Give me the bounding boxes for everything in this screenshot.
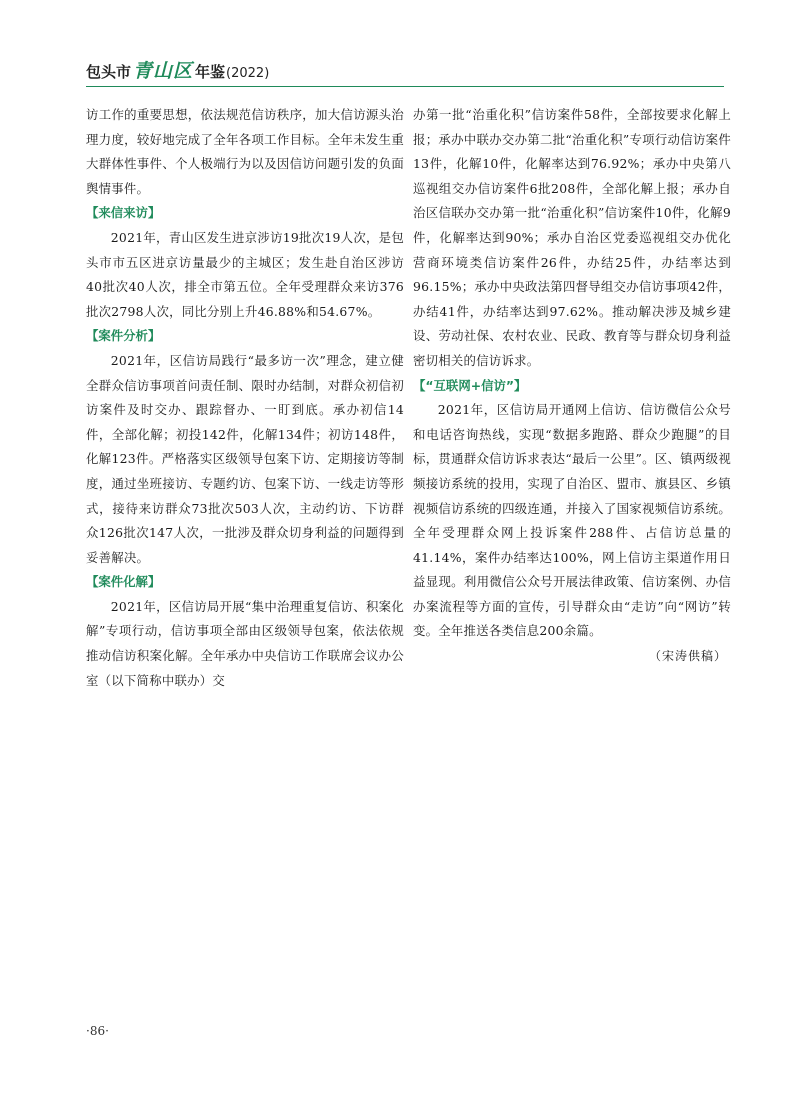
section-heading-letters-visits: 【来信来访】 bbox=[86, 205, 161, 221]
author-credit: （宋涛供稿） bbox=[648, 649, 727, 664]
left-paragraph-3: 2021年，区信访局践行“最多访一次”理念，建立健全群众信访事项首问责任制、限时办结制，对群众初信初访案件及时交办、跟踪督办、一盯到底。承办初信14件，全部化解；初投142件，化解134件；初访148件，化解123件。严格落实区级领导包案下访、定期接访等制度，通过坐班接访、专题约访、包案下访、一线走访等形式，接待来访群众73批次503人次，主动约访、下访群众126批次147人次，一批涉及群众切身利益的问题得到妥善解决。 bbox=[86, 352, 404, 565]
header-city: 包头市 bbox=[86, 63, 132, 81]
left-paragraph-1: 访工作的重要思想，依法规范信访秩序，加大信访源头治理力度，较好地完成了全年各项工作目标。全年未发生重大群体性事件、个人极端行为以及因信访问题引发的负面舆情事件。 bbox=[86, 107, 404, 196]
section-heading-text: 案件分析 bbox=[98, 328, 148, 344]
section-heading-case-analysis: 【案件分析】 bbox=[86, 328, 161, 344]
section-heading-internet-petition: 【“互联网+信访”】 bbox=[413, 377, 527, 393]
section-heading-text: “互联网+信访” bbox=[425, 377, 515, 393]
page-number: ·86· bbox=[86, 1024, 109, 1038]
header-brand-logo: 青山区 bbox=[133, 60, 194, 82]
left-paragraph-4: 2021年，区信访局开展“集中治理重复信访、积案化解”专项行动，信访事项全部由区级领导包案，依法依规推动信访积案化解。全年承办中央信访工作联席会议办公室（以下简称中联办）交 bbox=[86, 598, 404, 688]
section-heading-text: 案件化解 bbox=[98, 574, 148, 590]
left-column bbox=[86, 103, 404, 693]
left-paragraph-2: 2021年，青山区发生进京涉访19批次19人次，是包头市市五区进京访量最少的主城区；发生赴自治区涉访40批次40人次，排全市第五位。全年受理群众来访376批次2798人次，同比分别上升46.88%和54.67%。 bbox=[86, 229, 404, 319]
running-header bbox=[86, 56, 269, 82]
header-rule bbox=[86, 86, 724, 87]
section-heading-text: 来信来访 bbox=[98, 205, 148, 221]
header-year: (2022) bbox=[226, 66, 270, 81]
section-heading-case-resolution: 【案件化解】 bbox=[86, 574, 161, 590]
right-paragraph-2: 2021年，区信访局开通网上信访、信访微信公众号和电话咨询热线，实现“数据多跑路、群众少跑腿”的目标，贯通群众信访诉求表达“最后一公里”。区、镇两级视频接访系统的投用，实现了自治区、盟市、旗县区、乡镇视频信访系统的四级连通，并接入了国家视频信访系统。全年受理群众网上投诉案件288件、占信访总量的41.14%，案件办结率达100%，网上信访主渠道作用日益显现。利用微信公众号开展法律政策、信访案例、办信办案流程等方面的宣传，引导群众由“走访”向“网访”转变。全年推送各类信息200余篇。 bbox=[413, 402, 731, 639]
header-yearbook: 年鉴 bbox=[195, 63, 226, 81]
right-column bbox=[413, 103, 731, 669]
right-paragraph-1: 办第一批“治重化积”信访案件58件，全部按要求化解上报；承办中联办交办第二批“治重化积”专项行动信访案件13件，化解10件，化解率达到76.92%；承办中央第八巡视组交办信访案件6批208件，全部化解上报；承办自治区信联办交办第一批“治重化积”信访案件10件，化解9件，化解率达到90%；承办自治区党委巡视组交办优化营商环境类信访案件26件，办结25件，办结率达到96.15%；承办中央政法第四督导组交办信访事项42件，办结41件，办结率达到97.62%。推动解决涉及城乡建设、劳动社保、农村农业、民政、教育等与群众切身利益密切相关的信访诉求。 bbox=[413, 107, 731, 368]
